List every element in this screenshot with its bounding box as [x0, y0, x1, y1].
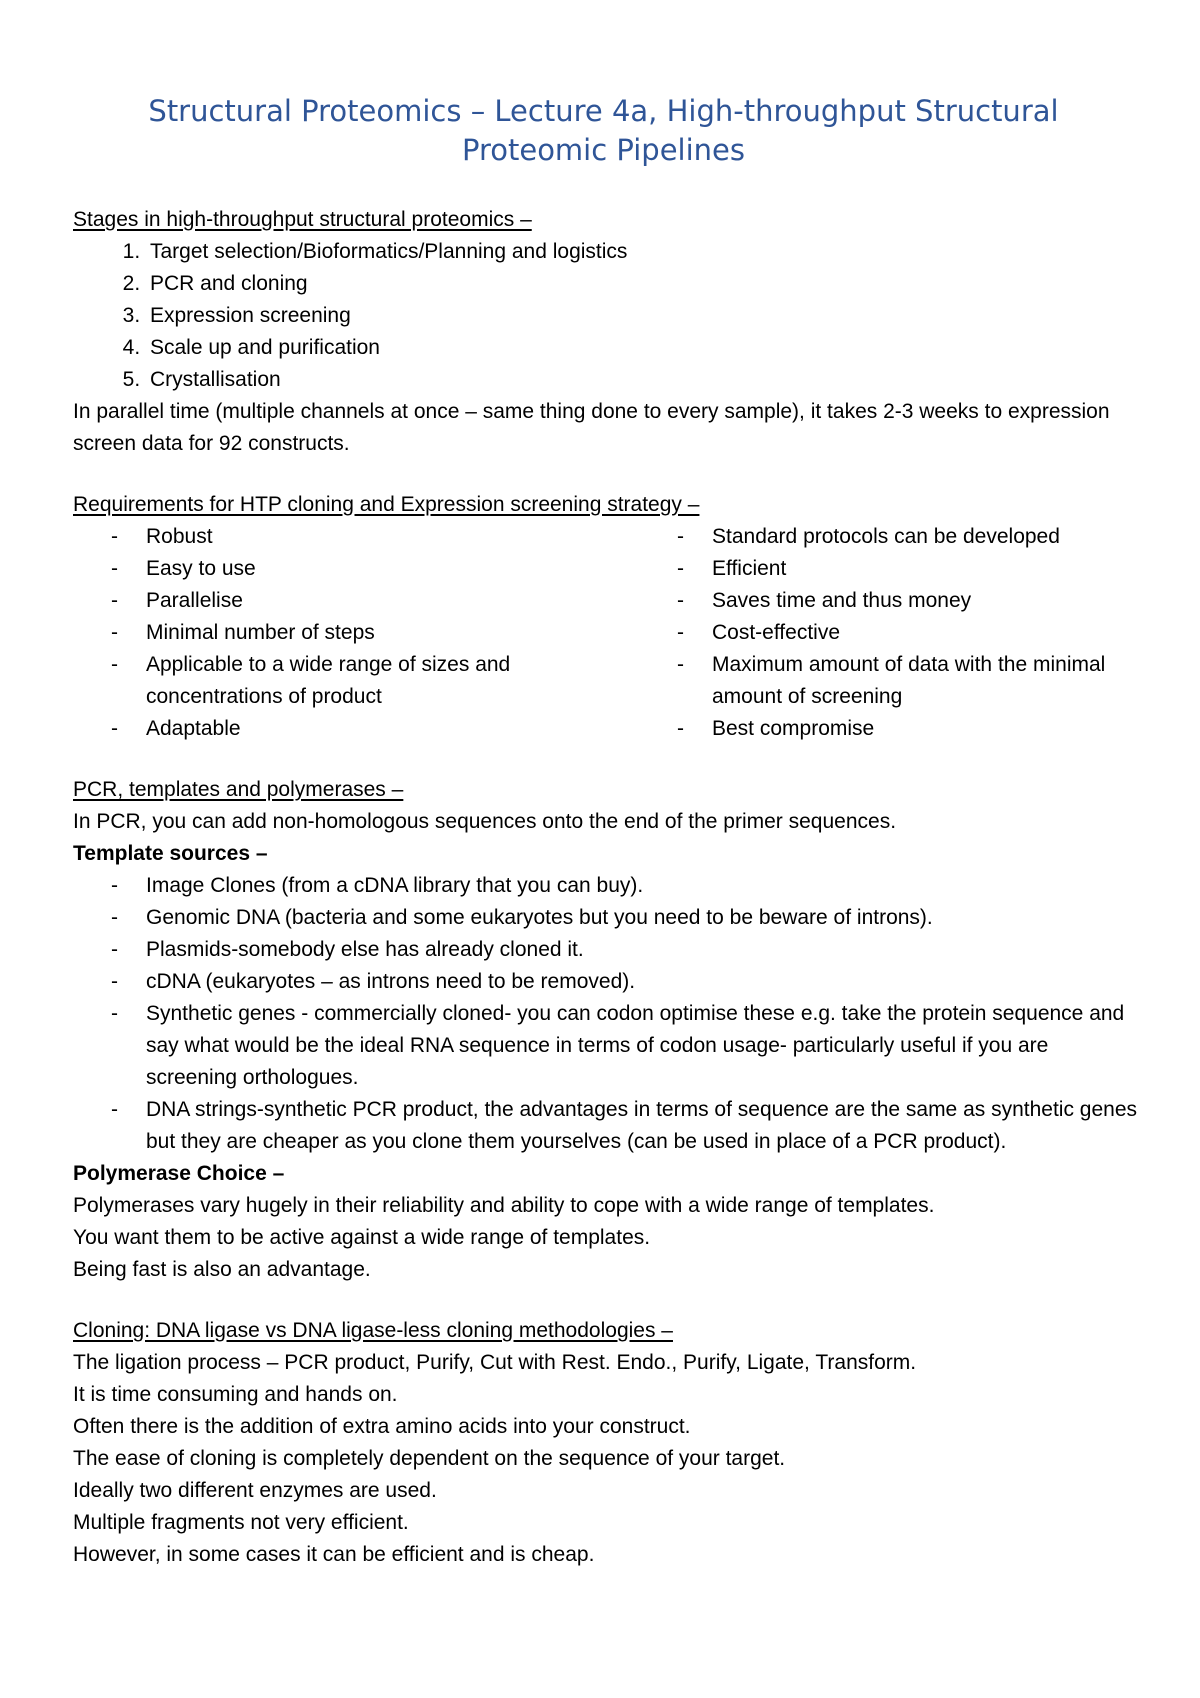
page-title: Structural Proteomics – Lecture 4a, High-throughput Structural Proteomic Pipelines	[148, 94, 1059, 167]
list-item: - Plasmids-somebody else has already cloned it.	[111, 938, 584, 961]
template-sources-list	[73, 870, 1140, 1158]
cloning-line: However, in some cases it can be efficient and is cheap.	[73, 1543, 595, 1566]
requirements-section	[73, 489, 1140, 745]
cloning-line: The ease of cloning is completely dependent on the sequence of your target.	[73, 1447, 786, 1470]
list-item: - Robust	[111, 525, 213, 548]
cloning-line: The ligation process – PCR product, Purify, Cut with Rest. Endo., Purify, Ligate, Transform.	[73, 1351, 917, 1374]
list-item: - Best compromise	[677, 717, 875, 740]
list-item: 4. Scale up and purification	[146, 332, 1140, 364]
list-item: - Minimal number of steps	[111, 621, 375, 644]
list-item: - Cost-effective	[677, 621, 840, 644]
list-item: - cDNA (eukaryotes – as introns need to be removed).	[111, 970, 636, 993]
requirements-columns	[73, 521, 1140, 745]
polymerase-line: Polymerases vary hugely in their reliability and ability to cope with a wide range of templates.	[73, 1194, 935, 1217]
stages-list	[73, 236, 1140, 396]
list-item: - Image Clones (from a cDNA library that you can buy).	[111, 874, 644, 897]
list-item: 5. Crystallisation	[146, 364, 1140, 396]
cloning-line: It is time consuming and hands on.	[73, 1383, 398, 1406]
polymerase-choice-heading: Polymerase Choice –	[73, 1162, 285, 1185]
requirements-right-column	[639, 521, 1139, 745]
list-item: - DNA strings-synthetic PCR product, the advantages in terms of sequence are the same as synthetic genes but they are cheaper as you clone them yourselves (can be used in place of a PCR product).	[111, 1098, 1138, 1153]
cloning-heading: Cloning: DNA ligase vs DNA ligase-less cloning methodologies –	[73, 1319, 673, 1342]
list-item: - Adaptable	[111, 717, 241, 740]
stages-paragraph: In parallel time (multiple channels at once – same thing done to every sample), it takes 2-3 weeks to expression screen data for 92 constructs.	[73, 400, 1110, 455]
list-item: - Parallelise	[111, 589, 243, 612]
requirements-heading: Requirements for HTP cloning and Expression screening strategy –	[73, 493, 700, 516]
cloning-line: Often there is the addition of extra amino acids into your construct.	[73, 1415, 691, 1438]
cloning-section	[73, 1315, 1140, 1571]
polymerase-line: You want them to be active against a wide range of templates.	[73, 1226, 651, 1249]
list-item: 3. Expression screening	[146, 300, 1140, 332]
pcr-heading: PCR, templates and polymerases –	[73, 778, 404, 801]
list-item: - Genomic DNA (bacteria and some eukaryotes but you need to be beware of introns).	[111, 906, 933, 929]
list-item: 1. Target selection/Bioformatics/Planning and logistics	[146, 236, 1140, 268]
stages-heading: Stages in high-throughput structural proteomics –	[73, 208, 532, 231]
list-item: 2. PCR and cloning	[146, 268, 1140, 300]
list-item: - Maximum amount of data with the minimal amount of screening	[677, 653, 1106, 708]
list-item: - Easy to use	[111, 557, 256, 580]
cloning-line: Ideally two different enzymes are used.	[73, 1479, 437, 1502]
list-item: - Applicable to a wide range of sizes and concentrations of product	[111, 653, 511, 708]
list-item: - Saves time and thus money	[677, 589, 972, 612]
polymerase-line: Being fast is also an advantage.	[73, 1258, 371, 1281]
stages-section	[73, 204, 1140, 460]
pcr-section	[73, 774, 1140, 1286]
list-item: - Synthetic genes - commercially cloned- you can codon optimise these e.g. take the protein sequence and say what would be the ideal RNA sequence in terms of codon usage- particularly useful if you are screening orthologues.	[111, 1002, 1125, 1089]
list-item: - Standard protocols can be developed	[677, 525, 1060, 548]
requirements-left-column	[73, 521, 639, 745]
cloning-line: Multiple fragments not very efficient.	[73, 1511, 409, 1534]
pcr-intro: In PCR, you can add non-homologous sequences onto the end of the primer sequences.	[73, 810, 897, 833]
list-item: - Efficient	[677, 557, 787, 580]
template-sources-heading: Template sources –	[73, 842, 268, 865]
